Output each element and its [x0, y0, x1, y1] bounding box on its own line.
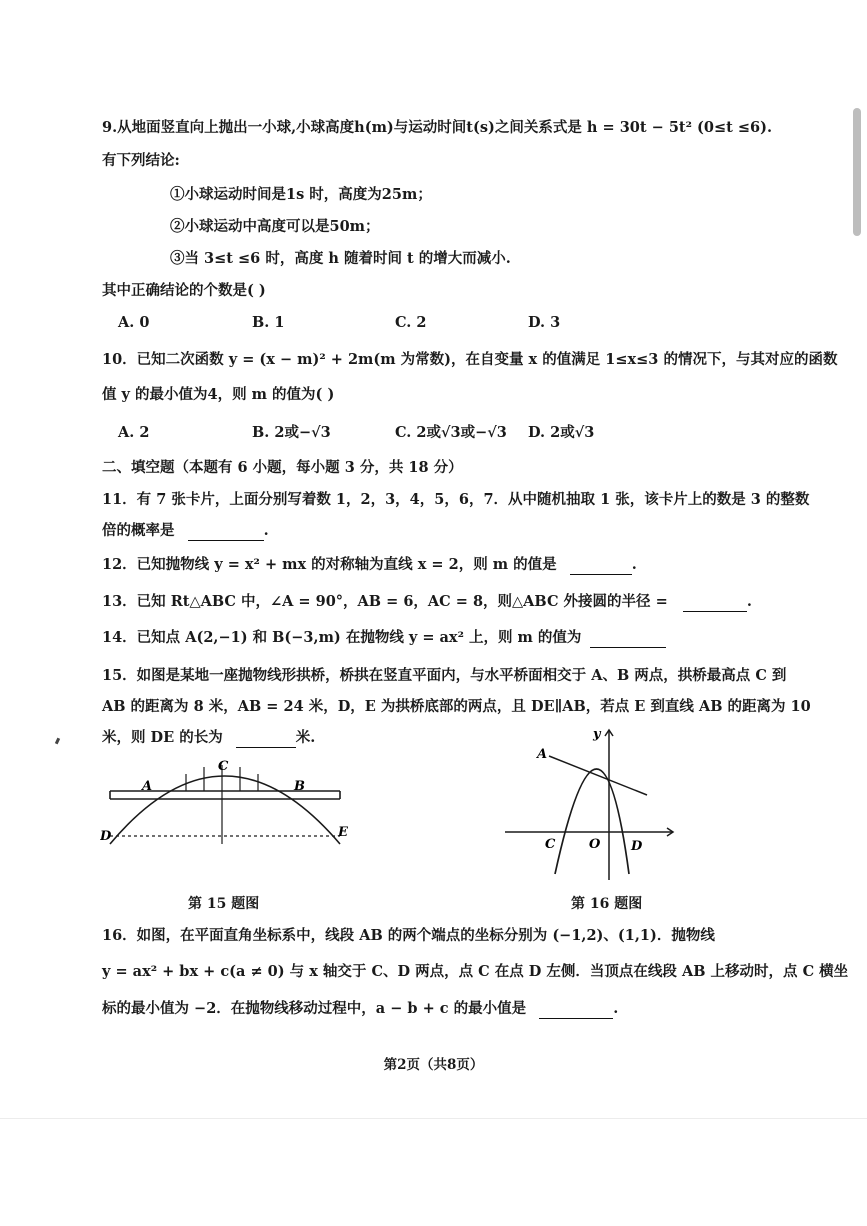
q11-end: . [263, 522, 269, 539]
q9-option-b: B. 1 [252, 314, 285, 331]
q13-answer-blank[interactable] [683, 595, 747, 612]
q14-answer-blank[interactable] [590, 631, 666, 648]
q9-stem: 9.从地面竖直向上抛出一小球,小球高度h(m)与运动时间t(s)之间关系式是 h = 30t − 5t² (0≤t ≤6). [102, 119, 773, 136]
figure-16-caption: 第 16 题图 [571, 896, 643, 912]
q16-end: . [613, 1000, 619, 1017]
q9-option-a: A. 0 [118, 314, 150, 331]
q10-option-d: D. 2或√3 [528, 424, 595, 441]
q9-ask: 其中正确结论的个数是( ) [102, 282, 266, 299]
fig16-label-d: D [631, 839, 643, 854]
segment-ab [549, 756, 647, 795]
q11-answer-blank[interactable] [188, 524, 264, 541]
q11-line-2-text: 倍的概率是 [102, 522, 175, 539]
q16-line-3 [102, 999, 618, 1019]
q15-line-1: 15．如图是某地一座抛物线形拱桥，桥拱在竖直平面内，与水平桥面相交于 A、B 两点，拱桥最高点 C 到 [102, 667, 787, 684]
q11-line-1: 11．有 7 张卡片，上面分别写着数 1，2，3，4，5，6，7．从中随机抽取 1 张，该卡片上的数是 3 的整数 [102, 491, 810, 508]
q13-text: 13．已知 Rt△ABC 中，∠A = 90°，AB = 6，AC = 8，则△ABC 外接圆的半径 = [102, 593, 668, 610]
q9-option-c: C. 2 [395, 314, 427, 331]
q12-text: 12．已知抛物线 y = x² + mx 的对称轴为直线 x = 2，则 m 的值是 [102, 556, 557, 573]
q12-line [102, 555, 637, 575]
scrollbar-thumb[interactable] [853, 108, 861, 236]
figure-15-caption: 第 15 题图 [188, 896, 260, 912]
q15-line-3-text: 米，则 DE 的长为 [102, 729, 223, 746]
fig16-label-y: y [593, 727, 601, 742]
fig15-label-c: C [218, 759, 229, 774]
q15-line-3 [102, 728, 315, 748]
q16-line-3-text: 标的最小值为 −2．在抛物线移动过程中，a − b + c 的最小值是 [102, 1000, 527, 1017]
q14-text: 14．已知点 A(2,−1) 和 B(−3,m) 在抛物线 y = ax² 上，则 m 的值为 [102, 629, 582, 646]
q10-option-b: B. 2或−√3 [252, 424, 331, 441]
fig15-label-b: B [294, 779, 305, 794]
q13-end: . [746, 593, 752, 610]
q11-line-2 [102, 521, 269, 541]
q15-answer-blank[interactable] [236, 731, 296, 748]
bottom-divider [0, 1118, 867, 1119]
fig16-label-a: A [537, 747, 548, 762]
fig15-label-e: E [338, 825, 348, 840]
q9-conclusion-1: ①小球运动时间是1s 时，高度为25m； [170, 186, 432, 203]
q16-line-1: 16．如图，在平面直角坐标系中，线段 AB 的两个端点的坐标分别为 (−1,2)、(1,1)．抛物线 [102, 927, 715, 944]
fig15-label-d: D [100, 829, 112, 844]
figure-15-arch-bridge [100, 748, 360, 864]
fig16-label-o: O [589, 837, 601, 852]
parabola-curve [555, 769, 629, 874]
q10-line-2: 值 y 的最小值为4，则 m 的值为( ) [102, 386, 335, 403]
q10-option-a: A. 2 [118, 424, 150, 441]
q9-conclusion-3: ③当 3≤t ≤6 时，高度 h 随着时间 t 的增大而减小. [170, 250, 511, 267]
fig15-label-a: A [142, 779, 153, 794]
q10-option-c: C. 2或√3或−√3 [395, 424, 507, 441]
fig16-label-c: C [545, 837, 556, 852]
q12-end: . [631, 556, 637, 573]
q15-end: 米. [295, 729, 316, 746]
q9-option-d: D. 3 [528, 314, 561, 331]
page-footer: 第2页（共8页） [383, 1057, 484, 1073]
q16-line-2: y = ax² + bx + c(a ≠ 0) 与 x 轴交于 C、D 两点，点 C 在点 D 左侧．当顶点在线段 AB 上移动时，点 C 横坐 [102, 963, 849, 980]
q12-answer-blank[interactable] [570, 558, 632, 575]
q15-line-2: AB 的距离为 8 米，AB = 24 米，D，E 为拱桥底部的两点，且 DE∥AB，若点 E 到直线 AB 的距离为 10 [102, 698, 811, 715]
figure-16-parabola [505, 722, 685, 882]
q9-intro: 有下列结论: [102, 152, 180, 169]
stray-mark [55, 738, 60, 745]
section-2-heading: 二、填空题（本题有 6 小题，每小题 3 分，共 18 分） [102, 459, 463, 476]
q16-answer-blank[interactable] [539, 1002, 613, 1019]
q13-line [102, 592, 752, 612]
q10-line-1: 10．已知二次函数 y = (x − m)² + 2m(m 为常数)，在自变量 x 的值满足 1≤x≤3 的情况下，与其对应的函数 [102, 351, 838, 368]
q9-conclusion-2: ②小球运动中高度可以是50m； [170, 218, 380, 235]
q14-line [102, 628, 666, 648]
